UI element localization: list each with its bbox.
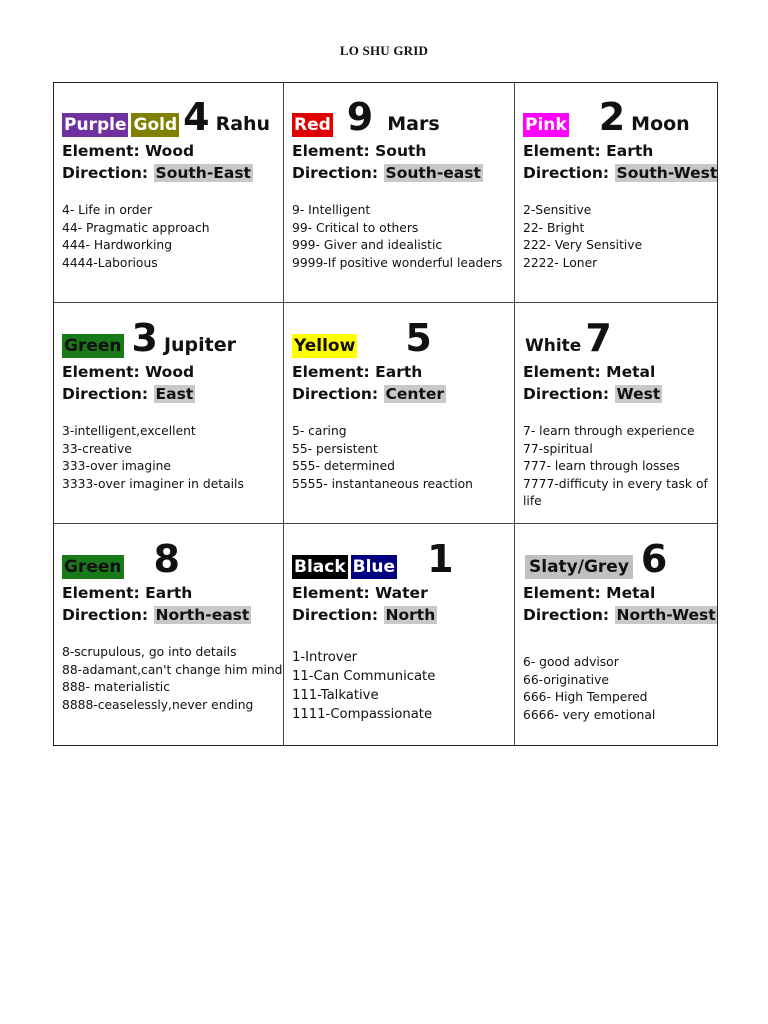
cell-number: 5 xyxy=(405,316,432,360)
direction-label: Direction: xyxy=(523,385,610,403)
direction-label: Direction: xyxy=(523,164,610,182)
cell-properties xyxy=(62,140,277,184)
color-chip: White xyxy=(525,336,582,356)
direction-row xyxy=(292,383,508,405)
direction-value: West xyxy=(616,385,661,403)
cell-header xyxy=(62,318,277,358)
grid-cell-number-9 xyxy=(284,83,515,303)
traits-list xyxy=(62,423,277,493)
element-value: Earth xyxy=(375,363,423,381)
color-chip: Blue xyxy=(352,557,396,577)
cell-header xyxy=(523,97,711,137)
traits-list xyxy=(292,423,508,493)
trait-item: 333-over imagine xyxy=(62,459,171,473)
grid-cell-number-5 xyxy=(284,303,515,524)
color-chip: Slaty/Grey xyxy=(525,555,633,579)
cell-properties xyxy=(292,140,508,184)
color-chips xyxy=(62,113,179,137)
color-chip: Yellow xyxy=(294,336,356,356)
trait-item: 9- Intelligent xyxy=(292,203,371,217)
direction-row xyxy=(523,383,711,405)
cell-header xyxy=(292,318,508,358)
color-chip: Gold xyxy=(133,115,178,135)
direction-row xyxy=(62,604,277,626)
element-label: Element: xyxy=(523,363,601,381)
element-label: Element: xyxy=(292,584,370,602)
element-row xyxy=(523,361,711,383)
trait-item: 888- materialistic xyxy=(62,680,170,694)
cell-number: 7 xyxy=(585,316,612,360)
direction-label: Direction: xyxy=(523,606,610,624)
element-label: Element: xyxy=(62,363,140,381)
direction-label: Direction: xyxy=(292,164,379,182)
direction-row xyxy=(62,383,277,405)
trait-item: 22- Bright xyxy=(523,220,585,235)
direction-label: Direction: xyxy=(62,385,149,403)
cell-number: 8 xyxy=(153,537,180,581)
cell-number: 6 xyxy=(640,537,668,581)
direction-label: Direction: xyxy=(292,385,379,403)
planet-name: Rahu xyxy=(215,113,271,135)
trait-item: 4- Life in order xyxy=(62,203,153,217)
planet-name: Jupiter xyxy=(163,334,237,356)
direction-row xyxy=(292,162,508,184)
traits-list xyxy=(62,644,283,714)
element-value: Metal xyxy=(606,584,656,602)
grid-cell-number-8 xyxy=(54,524,284,745)
trait-item: 55- persistent xyxy=(292,441,378,456)
trait-item: 4444-Laborious xyxy=(62,255,158,270)
grid-cell-number-7 xyxy=(515,303,717,524)
traits-list xyxy=(523,202,711,272)
color-chips xyxy=(292,334,357,358)
trait-item: 44- Pragmatic approach xyxy=(62,220,210,235)
traits-list xyxy=(292,202,508,272)
element-row xyxy=(292,582,508,604)
trait-item: 66-originative xyxy=(523,672,609,687)
color-chip: Green xyxy=(64,336,122,356)
direction-value: North xyxy=(385,606,436,624)
traits-list xyxy=(62,202,277,272)
cell-properties xyxy=(62,582,277,626)
trait-item: 666- High Tempered xyxy=(523,690,648,704)
direction-value: Center xyxy=(385,385,445,403)
grid-cell-number-2 xyxy=(515,83,717,303)
trait-item: 8888-ceaselessly,never ending xyxy=(62,697,254,712)
cell-number: 3 xyxy=(131,316,158,360)
cell-header xyxy=(62,539,277,579)
cell-properties xyxy=(523,582,716,626)
cell-number: 2 xyxy=(598,95,626,139)
color-chips xyxy=(62,555,124,579)
trait-item: 2222- Loner xyxy=(523,255,598,270)
grid-cell-number-3 xyxy=(54,303,284,524)
color-chips xyxy=(523,113,569,137)
direction-label: Direction: xyxy=(62,606,149,624)
trait-item: 33-creative xyxy=(62,441,132,456)
direction-row xyxy=(292,604,508,626)
trait-item: 7- learn through experience xyxy=(523,424,695,438)
grid-cell-number-1 xyxy=(284,524,515,745)
color-chips xyxy=(292,113,333,137)
direction-row xyxy=(62,162,277,184)
color-chip: Green xyxy=(64,557,122,577)
trait-item: 1-Introver xyxy=(292,650,358,665)
trait-item: 6- good advisor xyxy=(523,655,619,669)
trait-item: 3-intelligent,excellent xyxy=(62,424,196,438)
element-label: Element: xyxy=(292,142,370,160)
cell-properties xyxy=(292,361,508,405)
element-row xyxy=(523,582,711,604)
trait-item: 222- Very Sensitive xyxy=(523,238,643,252)
cell-header xyxy=(523,318,711,358)
trait-item: 999- Giver and idealistic xyxy=(292,238,443,252)
direction-value: East xyxy=(155,385,194,403)
cell-header xyxy=(292,97,508,137)
traits-list xyxy=(292,648,508,724)
cell-properties xyxy=(62,361,277,405)
trait-item: 7777-difficuty in every task of life xyxy=(523,476,708,508)
traits-list xyxy=(523,654,711,724)
color-chips xyxy=(62,334,124,358)
trait-item: 111-Talkative xyxy=(292,688,379,703)
direction-label: Direction: xyxy=(62,164,149,182)
element-label: Element: xyxy=(292,363,370,381)
element-label: Element: xyxy=(62,142,140,160)
direction-value: North-West xyxy=(616,606,716,624)
traits-list xyxy=(523,423,711,511)
cell-properties xyxy=(523,361,711,405)
trait-item: 77-spiritual xyxy=(523,441,593,456)
trait-item: 88-adamant,can't change him mind xyxy=(62,662,283,677)
grid-cell-number-4 xyxy=(54,83,284,303)
trait-item: 777- learn through losses xyxy=(523,459,680,473)
element-value: Earth xyxy=(145,584,193,602)
planet-name: Moon xyxy=(631,113,690,135)
trait-item: 9999-If positive wonderful leaders xyxy=(292,255,503,270)
trait-item: 2-Sensitive xyxy=(523,203,592,217)
trait-item: 99- Critical to others xyxy=(292,220,419,235)
color-chip: Red xyxy=(294,115,331,135)
cell-properties xyxy=(292,582,508,626)
color-chips xyxy=(523,555,633,579)
page-title: LO SHU GRID xyxy=(339,43,429,58)
element-value: Earth xyxy=(606,142,654,160)
cell-header xyxy=(292,539,508,579)
direction-value: South-east xyxy=(385,164,481,182)
direction-value: North-east xyxy=(155,606,250,624)
cell-number: 9 xyxy=(346,95,374,139)
element-value: Wood xyxy=(145,363,195,381)
planet-name: Mars xyxy=(387,113,440,135)
element-value: Wood xyxy=(145,142,195,160)
trait-item: 5555- instantaneous reaction xyxy=(292,476,473,491)
color-chip: Pink xyxy=(525,115,567,135)
color-chip: Purple xyxy=(64,115,127,135)
color-chips xyxy=(292,555,397,579)
grid-cell-number-6 xyxy=(515,524,717,745)
direction-value: South-West xyxy=(615,164,717,182)
cell-header xyxy=(62,97,277,137)
cell-number: 1 xyxy=(427,537,454,581)
trait-item: 1111-Compassionate xyxy=(292,707,433,722)
cell-number: 4 xyxy=(183,95,210,139)
element-value: Water xyxy=(375,584,428,602)
trait-item: 6666- very emotional xyxy=(523,707,656,722)
trait-item: 3333-over imaginer in details xyxy=(62,476,244,491)
trait-item: 555- determined xyxy=(292,459,395,473)
trait-item: 444- Hardworking xyxy=(62,238,173,252)
cell-properties xyxy=(523,140,717,184)
color-chips xyxy=(523,334,583,358)
element-label: Element: xyxy=(523,142,601,160)
element-row xyxy=(62,140,277,162)
element-value: South xyxy=(375,142,427,160)
direction-row xyxy=(523,604,716,626)
element-row xyxy=(62,582,277,604)
direction-label: Direction: xyxy=(292,606,379,624)
direction-row xyxy=(523,162,717,184)
color-chip: Black xyxy=(294,557,346,577)
element-value: Metal xyxy=(606,363,656,381)
trait-item: 8-scrupulous, go into details xyxy=(62,645,237,659)
cell-header xyxy=(523,539,711,579)
element-label: Element: xyxy=(62,584,140,602)
element-row xyxy=(523,140,711,162)
trait-item: 5- caring xyxy=(292,424,347,438)
trait-item: 11-Can Communicate xyxy=(292,669,436,684)
element-row xyxy=(292,361,508,383)
direction-value: South-East xyxy=(155,164,251,182)
element-row xyxy=(292,140,508,162)
element-label: Element: xyxy=(523,584,601,602)
element-row xyxy=(62,361,277,383)
lo-shu-grid xyxy=(53,82,718,746)
